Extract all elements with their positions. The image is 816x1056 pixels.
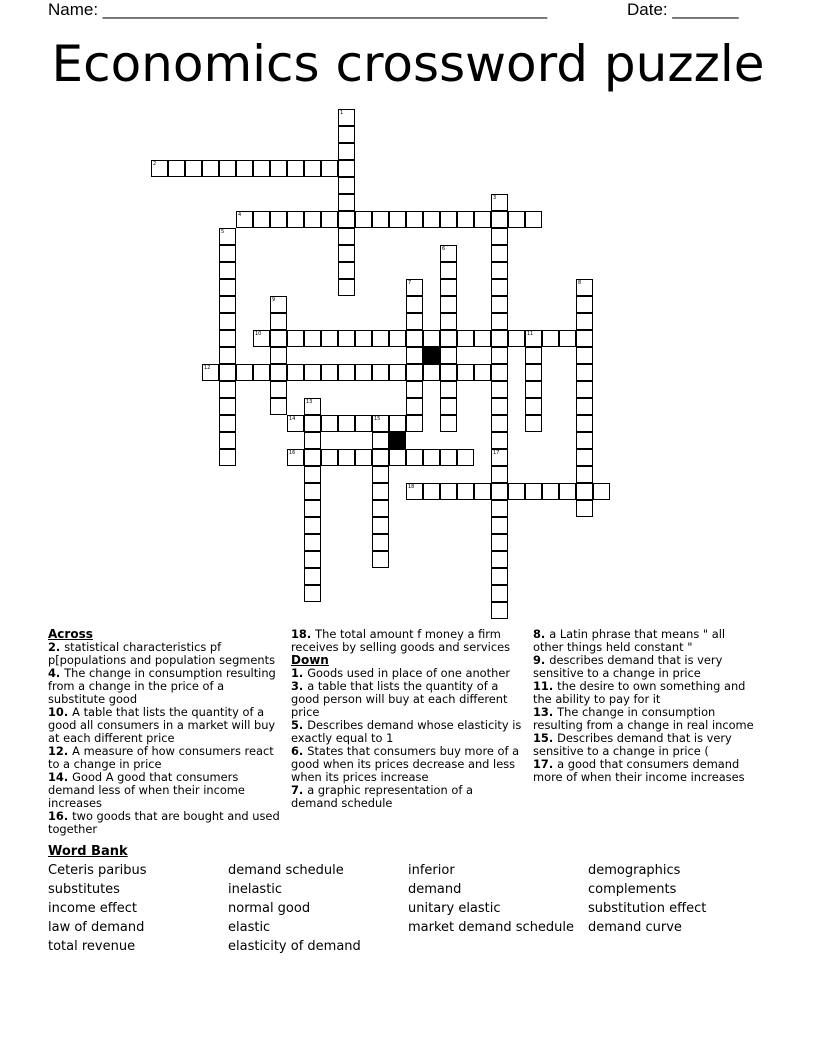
- grid-cell[interactable]: [304, 160, 321, 177]
- across-clue: 2. statistical characteristics pf p[populations and population segments: [48, 640, 276, 667]
- grid-cell[interactable]: [270, 313, 287, 330]
- grid-cell[interactable]: [491, 262, 508, 279]
- grid-cell[interactable]: [423, 449, 440, 466]
- clue-column-1: [48, 628, 280, 836]
- clue-number: 4: [238, 212, 242, 218]
- clue-number: 3: [493, 195, 497, 201]
- grid-cell[interactable]: [406, 313, 423, 330]
- grid-cell[interactable]: [406, 364, 423, 381]
- grid-cell[interactable]: [576, 381, 593, 398]
- grid-cell[interactable]: [423, 364, 440, 381]
- grid-cell[interactable]: [440, 415, 457, 432]
- grid-cell[interactable]: [406, 415, 423, 432]
- grid-cell[interactable]: [491, 500, 508, 517]
- down-clue: 5. Describes demand whose elasticity is exactly equal to 1: [291, 718, 522, 745]
- word-bank-item: inelastic: [228, 882, 283, 897]
- grid-cell[interactable]: [219, 245, 236, 262]
- grid-cell[interactable]: [168, 160, 185, 177]
- grid-cell[interactable]: [287, 449, 304, 466]
- grid-cell[interactable]: [525, 415, 542, 432]
- grid-cell[interactable]: [321, 160, 338, 177]
- grid-cell[interactable]: [372, 500, 389, 517]
- grid-cell[interactable]: [491, 602, 508, 619]
- grid-cell[interactable]: [321, 211, 338, 228]
- grid-cell[interactable]: [406, 381, 423, 398]
- down-clue: 1. Goods used in place of one another: [291, 666, 511, 680]
- grid-cell[interactable]: [338, 228, 355, 245]
- grid-cell[interactable]: [338, 194, 355, 211]
- grid-cell[interactable]: [355, 364, 372, 381]
- grid-cell[interactable]: [491, 483, 508, 500]
- grid-cell[interactable]: [474, 364, 491, 381]
- grid-cell[interactable]: [338, 330, 355, 347]
- grid-cell[interactable]: [576, 347, 593, 364]
- grid-cell[interactable]: [338, 262, 355, 279]
- grid-cell[interactable]: [236, 211, 253, 228]
- grid-cell[interactable]: [457, 330, 474, 347]
- grid-cell[interactable]: [491, 398, 508, 415]
- word-bank-item: substitutes: [48, 882, 120, 897]
- clue-number: 16: [289, 450, 296, 456]
- clue-number: 5: [221, 229, 225, 235]
- grid-cell[interactable]: [491, 551, 508, 568]
- grid-cell[interactable]: [287, 364, 304, 381]
- grid-cell[interactable]: [270, 347, 287, 364]
- grid-cell[interactable]: [355, 211, 372, 228]
- grid-cell[interactable]: [525, 364, 542, 381]
- grid-cell[interactable]: [525, 347, 542, 364]
- word-bank-item: elastic: [228, 920, 271, 935]
- down-clue: 7. a graphic representation of a demand schedule: [291, 783, 473, 810]
- grid-cell[interactable]: [491, 415, 508, 432]
- across-clue: 12. A measure of how consumers react to a change in price: [48, 744, 274, 771]
- word-bank-item: total revenue: [48, 939, 136, 954]
- grid-cell[interactable]: [576, 364, 593, 381]
- clue-number: 13: [306, 399, 313, 405]
- grid-cell[interactable]: [457, 364, 474, 381]
- word-bank-item: demand schedule: [228, 863, 344, 878]
- grid-cell[interactable]: [491, 466, 508, 483]
- grid-cell[interactable]: [355, 449, 372, 466]
- grid-cell[interactable]: [236, 364, 253, 381]
- grid-cell[interactable]: [338, 415, 355, 432]
- grid-cell[interactable]: [491, 347, 508, 364]
- grid-cell[interactable]: [372, 551, 389, 568]
- clue-number: 17: [493, 450, 500, 456]
- down-clue: 17. a good that consumers demand more of when their income increases: [533, 757, 745, 784]
- grid-cell[interactable]: [304, 364, 321, 381]
- grid-cell[interactable]: [474, 330, 491, 347]
- grid-cell[interactable]: [219, 313, 236, 330]
- grid-cell[interactable]: [304, 551, 321, 568]
- grid-cell[interactable]: [270, 160, 287, 177]
- grid-cell[interactable]: [491, 432, 508, 449]
- grid-cell[interactable]: [338, 449, 355, 466]
- grid-cell[interactable]: [219, 262, 236, 279]
- word-bank-item: demand curve: [588, 920, 682, 935]
- grid-cell[interactable]: [457, 211, 474, 228]
- clue-column-3: [533, 628, 755, 784]
- grid-cell[interactable]: [219, 398, 236, 415]
- grid-cell[interactable]: [440, 313, 457, 330]
- grid-cell[interactable]: [474, 483, 491, 500]
- date-label: Date: _______: [627, 0, 739, 19]
- down-heading: Down: [291, 653, 329, 667]
- grid-cell[interactable]: [287, 211, 304, 228]
- grid-cell[interactable]: [304, 568, 321, 585]
- down-clue: 3. a table that lists the quantity of a good person will buy at each different price: [291, 679, 508, 719]
- grid-cell[interactable]: [287, 330, 304, 347]
- grid-cell[interactable]: [338, 109, 355, 126]
- word-bank-item: inferior: [408, 863, 455, 878]
- grid-cell[interactable]: [304, 534, 321, 551]
- grid-cell[interactable]: [338, 143, 355, 160]
- page-title: Economics crossword puzzle: [51, 35, 765, 93]
- grid-cell[interactable]: [219, 228, 236, 245]
- grid-cell[interactable]: [219, 449, 236, 466]
- grid-cell[interactable]: [406, 347, 423, 364]
- grid-cell[interactable]: [440, 483, 457, 500]
- across-heading: Across: [48, 627, 93, 641]
- grid-cell[interactable]: [474, 211, 491, 228]
- grid-cell[interactable]: [440, 330, 457, 347]
- clue-number: 18: [408, 484, 415, 490]
- grid-cell[interactable]: [304, 466, 321, 483]
- name-label: Name: _______________________________________________: [48, 0, 548, 19]
- clue-number: 14: [289, 416, 296, 422]
- blocked-cell: [389, 432, 406, 449]
- grid-cell[interactable]: [219, 330, 236, 347]
- grid-cell[interactable]: [440, 381, 457, 398]
- grid-cell[interactable]: [219, 279, 236, 296]
- grid-cell[interactable]: [270, 381, 287, 398]
- grid-cell[interactable]: [219, 415, 236, 432]
- down-clue: 13. The change in consumption resulting from a change in real income: [533, 705, 754, 732]
- grid-cell[interactable]: [372, 466, 389, 483]
- clue-number: 1: [340, 110, 344, 116]
- down-clue: 6. States that consumers buy more of a good when its prices decrease and less when its prices increase: [291, 744, 520, 784]
- grid-cell[interactable]: [372, 483, 389, 500]
- grid-cell[interactable]: [491, 245, 508, 262]
- grid-cell[interactable]: [304, 398, 321, 415]
- grid-cell[interactable]: [389, 415, 406, 432]
- grid-cell[interactable]: [525, 398, 542, 415]
- word-bank-title: Word Bank: [48, 844, 128, 859]
- grid-cell[interactable]: [185, 160, 202, 177]
- grid-cell[interactable]: [542, 330, 559, 347]
- grid-cell[interactable]: [440, 279, 457, 296]
- clue-column-2: [291, 628, 523, 810]
- grid-cell[interactable]: [338, 279, 355, 296]
- grid-cell[interactable]: [338, 211, 355, 228]
- grid-cell[interactable]: [253, 211, 270, 228]
- grid-cell[interactable]: [576, 330, 593, 347]
- grid-cell[interactable]: [304, 517, 321, 534]
- word-bank-item: Ceteris paribus: [48, 863, 147, 878]
- grid-cell[interactable]: [576, 500, 593, 517]
- grid-cell[interactable]: [372, 432, 389, 449]
- grid-cell[interactable]: [508, 330, 525, 347]
- grid-cell[interactable]: [593, 483, 610, 500]
- across-clue: 4. The change in consumption resulting from a change in the price of a substitute good: [48, 666, 276, 706]
- grid-cell[interactable]: [236, 160, 253, 177]
- grid-cell[interactable]: [406, 296, 423, 313]
- clue-number: 7: [408, 280, 412, 286]
- grid-cell[interactable]: [559, 330, 576, 347]
- grid-cell[interactable]: [406, 483, 423, 500]
- grid-cell[interactable]: [576, 483, 593, 500]
- word-bank-item: demand: [408, 882, 462, 897]
- grid-cell[interactable]: [219, 347, 236, 364]
- grid-cell[interactable]: [423, 211, 440, 228]
- grid-cell[interactable]: [491, 330, 508, 347]
- grid-cell[interactable]: [270, 364, 287, 381]
- clue-number: 2: [153, 161, 157, 167]
- grid-cell[interactable]: [491, 381, 508, 398]
- grid-cell[interactable]: [304, 483, 321, 500]
- grid-cell[interactable]: [440, 449, 457, 466]
- down-clue: 11. the desire to own something and the ability to pay for it: [533, 679, 746, 706]
- grid-cell[interactable]: [440, 347, 457, 364]
- grid-cell[interactable]: [491, 194, 508, 211]
- down-clue: 15. Describes demand that is very sensitive to a change in price (: [533, 731, 732, 758]
- grid-cell[interactable]: [389, 449, 406, 466]
- grid-cell[interactable]: [372, 517, 389, 534]
- grid-cell[interactable]: [372, 364, 389, 381]
- grid-cell[interactable]: [219, 432, 236, 449]
- word-bank-item: market demand schedule: [408, 920, 575, 935]
- grid-cell[interactable]: [576, 313, 593, 330]
- grid-cell[interactable]: [270, 398, 287, 415]
- grid-cell[interactable]: [304, 432, 321, 449]
- grid-cell[interactable]: [219, 381, 236, 398]
- grid-cell[interactable]: [406, 330, 423, 347]
- grid-cell[interactable]: [389, 211, 406, 228]
- grid-cell[interactable]: [440, 398, 457, 415]
- grid-cell[interactable]: [576, 449, 593, 466]
- word-bank-item: normal good: [228, 901, 311, 916]
- grid-cell[interactable]: [372, 211, 389, 228]
- grid-cell[interactable]: [389, 330, 406, 347]
- grid-cell[interactable]: [406, 279, 423, 296]
- grid-cell[interactable]: [423, 483, 440, 500]
- grid-cell[interactable]: [440, 364, 457, 381]
- clue-number: 12: [204, 365, 211, 371]
- word-bank-item: complements: [588, 882, 677, 897]
- clue-number: 9: [272, 297, 276, 303]
- grid-cell[interactable]: [525, 483, 542, 500]
- grid-cell[interactable]: [525, 330, 542, 347]
- grid-cell[interactable]: [304, 415, 321, 432]
- grid-cell[interactable]: [321, 330, 338, 347]
- grid-cell[interactable]: [491, 585, 508, 602]
- grid-cell[interactable]: [338, 126, 355, 143]
- grid-cell[interactable]: [270, 211, 287, 228]
- grid-cell[interactable]: [338, 160, 355, 177]
- word-bank-item: income effect: [48, 901, 137, 916]
- grid-cell[interactable]: [338, 364, 355, 381]
- across-clue: 10. A table that lists the quantity of a good all consumers in a market will buy at each different price: [48, 705, 276, 745]
- down-clue: 9. describes demand that is very sensitive to a change in price: [533, 653, 723, 680]
- grid-cell[interactable]: [406, 211, 423, 228]
- across-clue: 18. The total amount f money a firm receives by selling goods and services: [291, 627, 511, 654]
- grid-cell[interactable]: [508, 211, 525, 228]
- word-bank-item: demographics: [588, 863, 681, 878]
- grid-cell[interactable]: [491, 313, 508, 330]
- grid-cell[interactable]: [321, 415, 338, 432]
- grid-cell[interactable]: [576, 432, 593, 449]
- grid-cell[interactable]: [304, 585, 321, 602]
- grid-cell[interactable]: [525, 211, 542, 228]
- grid-cell[interactable]: [576, 296, 593, 313]
- grid-cell[interactable]: [338, 245, 355, 262]
- grid-cell[interactable]: [270, 296, 287, 313]
- grid-cell[interactable]: [219, 364, 236, 381]
- grid-cell[interactable]: [304, 211, 321, 228]
- grid-cell[interactable]: [321, 449, 338, 466]
- grid-cell[interactable]: [576, 415, 593, 432]
- grid-cell[interactable]: [576, 279, 593, 296]
- down-clue: 8. a Latin phrase that means " all other things held constant ": [533, 627, 726, 654]
- clue-number: 15: [374, 416, 381, 422]
- grid-cell[interactable]: [406, 398, 423, 415]
- grid-cell[interactable]: [423, 330, 440, 347]
- grid-cell[interactable]: [304, 330, 321, 347]
- grid-cell[interactable]: [389, 364, 406, 381]
- across-clue: 16. two goods that are bought and used together: [48, 809, 280, 836]
- grid-cell[interactable]: [253, 330, 270, 347]
- grid-cell[interactable]: [491, 228, 508, 245]
- grid-cell[interactable]: [457, 483, 474, 500]
- grid-cell[interactable]: [287, 160, 304, 177]
- grid-cell[interactable]: [576, 398, 593, 415]
- grid-cell[interactable]: [491, 517, 508, 534]
- blocked-cell: [423, 347, 440, 364]
- grid-cell[interactable]: [440, 211, 457, 228]
- word-bank-item: elasticity of demand: [228, 939, 361, 954]
- grid-cell[interactable]: [287, 415, 304, 432]
- grid-cell[interactable]: [202, 364, 219, 381]
- grid-cell[interactable]: [372, 534, 389, 551]
- grid-cell[interactable]: [491, 449, 508, 466]
- clue-number: 6: [442, 246, 446, 252]
- clue-number: 10: [255, 331, 262, 337]
- grid-cell[interactable]: [491, 279, 508, 296]
- grid-cell[interactable]: [457, 449, 474, 466]
- grid-cell[interactable]: [559, 483, 576, 500]
- grid-cell[interactable]: [202, 160, 219, 177]
- grid-cell[interactable]: [253, 160, 270, 177]
- grid-cell[interactable]: [151, 160, 168, 177]
- grid-cell[interactable]: [270, 330, 287, 347]
- grid-cell[interactable]: [440, 262, 457, 279]
- grid-cell[interactable]: [406, 449, 423, 466]
- grid-cell[interactable]: [491, 534, 508, 551]
- word-bank-item: unitary elastic: [408, 901, 501, 916]
- grid-cell[interactable]: [253, 364, 270, 381]
- grid-cell[interactable]: [219, 160, 236, 177]
- grid-cell[interactable]: [304, 449, 321, 466]
- grid-cell[interactable]: [355, 415, 372, 432]
- grid-cell[interactable]: [372, 330, 389, 347]
- grid-cell[interactable]: [355, 330, 372, 347]
- clue-number: 11: [527, 331, 534, 337]
- grid-cell[interactable]: [338, 177, 355, 194]
- grid-cell[interactable]: [372, 415, 389, 432]
- grid-cell[interactable]: [508, 483, 525, 500]
- word-bank-item: law of demand: [48, 920, 145, 935]
- grid-cell[interactable]: [440, 296, 457, 313]
- grid-cell[interactable]: [372, 449, 389, 466]
- grid-cell[interactable]: [491, 296, 508, 313]
- grid-cell[interactable]: [542, 483, 559, 500]
- grid-cell[interactable]: [304, 500, 321, 517]
- clue-number: 8: [578, 280, 582, 286]
- grid-cell[interactable]: [219, 296, 236, 313]
- grid-cell[interactable]: [525, 381, 542, 398]
- grid-cell[interactable]: [440, 245, 457, 262]
- grid-cell[interactable]: [491, 364, 508, 381]
- across-clue: 14. Good A good that consumers demand less of when their income increases: [48, 770, 245, 810]
- word-bank-item: substitution effect: [588, 901, 707, 916]
- grid-cell[interactable]: [491, 568, 508, 585]
- grid-cell[interactable]: [491, 211, 508, 228]
- grid-cell[interactable]: [321, 364, 338, 381]
- grid-cell[interactable]: [576, 466, 593, 483]
